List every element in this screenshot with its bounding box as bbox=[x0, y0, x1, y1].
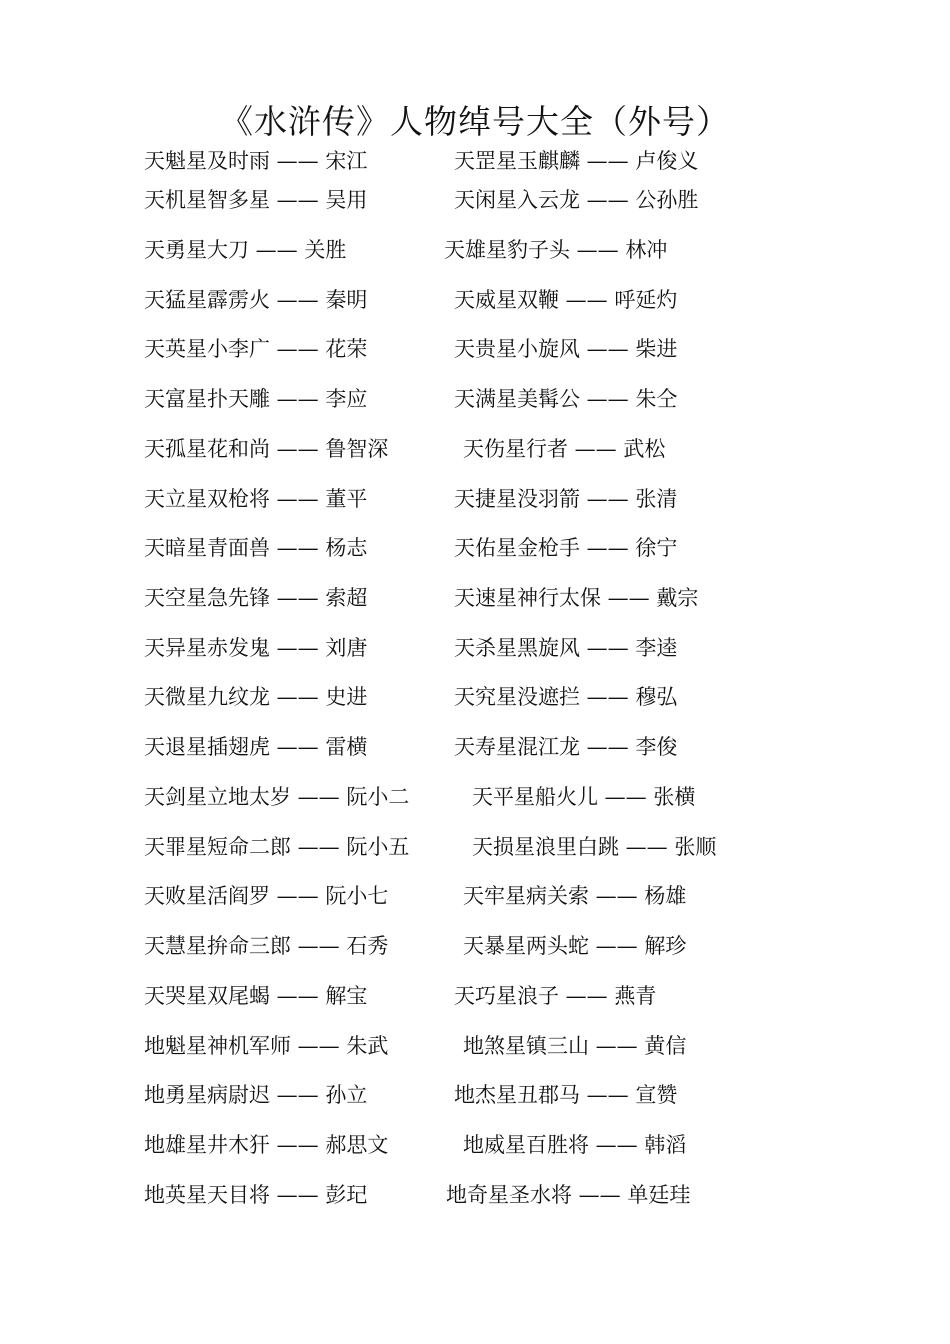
entry-right: 天寿星混江龙 —— 李俊 bbox=[454, 735, 678, 759]
entry-right: 天杀星黑旋风 —— 李逵 bbox=[454, 636, 678, 660]
entry-left: 地雄星井木犴 —— 郝思文 bbox=[144, 1133, 389, 1157]
entry-left: 天罪星短命二郎 —— 阮小五 bbox=[144, 835, 410, 859]
entry-left: 天退星插翅虎 —— 雷横 bbox=[144, 735, 368, 759]
entry-right: 天巧星浪子 —— 燕青 bbox=[454, 984, 657, 1008]
entry-left: 天勇星大刀 —— 关胜 bbox=[144, 238, 347, 262]
entry-right: 地杰星丑郡马 —— 宣赞 bbox=[454, 1083, 678, 1107]
entry-right: 天损星浪里白跳 —— 张顺 bbox=[472, 835, 717, 859]
entry-left: 天慧星拚命三郎 —— 石秀 bbox=[144, 934, 389, 958]
entry-right: 天捷星没羽箭 —— 张清 bbox=[454, 487, 678, 511]
entry-left: 天机星智多星 —— 吴用 bbox=[144, 188, 368, 212]
entry-left: 天魁星及时雨 —— 宋江 bbox=[144, 149, 368, 173]
entry-right: 天平星船火儿 —— 张横 bbox=[472, 785, 696, 809]
page-title: 《水浒传》人物绰号大全（外号） bbox=[220, 102, 730, 141]
entry-left: 天哭星双尾蝎 —— 解宝 bbox=[144, 984, 368, 1008]
entry-left: 地勇星病尉迟 —— 孙立 bbox=[144, 1083, 368, 1107]
entry-left: 天英星小李广 —— 花荣 bbox=[144, 337, 368, 361]
entry-right: 地威星百胜将 —— 韩滔 bbox=[463, 1133, 687, 1157]
entry-right: 天闲星入云龙 —— 公孙胜 bbox=[454, 188, 699, 212]
entry-left: 天微星九纹龙 —— 史进 bbox=[144, 685, 368, 709]
entry-right: 天雄星豹子头 —— 林冲 bbox=[444, 238, 668, 262]
entry-right: 天伤星行者 —— 武松 bbox=[463, 437, 666, 461]
entry-left: 天败星活阎罗 —— 阮小七 bbox=[144, 884, 389, 908]
entry-right: 地煞星镇三山 —— 黄信 bbox=[463, 1034, 687, 1058]
entry-right: 天贵星小旋风 —— 柴进 bbox=[454, 337, 678, 361]
entry-right: 天罡星玉麒麟 —— 卢俊义 bbox=[454, 149, 699, 173]
entry-left: 天立星双枪将 —— 董平 bbox=[144, 487, 368, 511]
entry-right: 天暴星两头蛇 —— 解珍 bbox=[463, 934, 687, 958]
entry-left: 地魁星神机军师 —— 朱武 bbox=[144, 1034, 389, 1058]
entry-left: 天猛星霹雳火 —— 秦明 bbox=[144, 288, 368, 312]
entry-left: 地英星天目将 —— 彭玘 bbox=[144, 1183, 368, 1207]
entry-left: 天剑星立地太岁 —— 阮小二 bbox=[144, 785, 410, 809]
entry-left: 天空星急先锋 —— 索超 bbox=[144, 586, 368, 610]
entry-right: 地奇星圣水将 —— 单廷珪 bbox=[446, 1183, 691, 1207]
entry-left: 天孤星花和尚 —— 鲁智深 bbox=[144, 437, 389, 461]
entry-right: 天威星双鞭 —— 呼延灼 bbox=[454, 288, 678, 312]
entry-left: 天富星扑天雕 —— 李应 bbox=[144, 387, 368, 411]
entry-left: 天异星赤发鬼 —— 刘唐 bbox=[144, 636, 368, 660]
entry-right: 天速星神行太保 —— 戴宗 bbox=[454, 586, 699, 610]
entry-left: 天暗星青面兽 —— 杨志 bbox=[144, 536, 368, 560]
entry-right: 天牢星病关索 —— 杨雄 bbox=[463, 884, 687, 908]
entry-right: 天佑星金枪手 —— 徐宁 bbox=[454, 536, 678, 560]
entry-right: 天究星没遮拦 —— 穆弘 bbox=[454, 685, 678, 709]
entry-right: 天满星美髯公 —— 朱仝 bbox=[454, 387, 678, 411]
